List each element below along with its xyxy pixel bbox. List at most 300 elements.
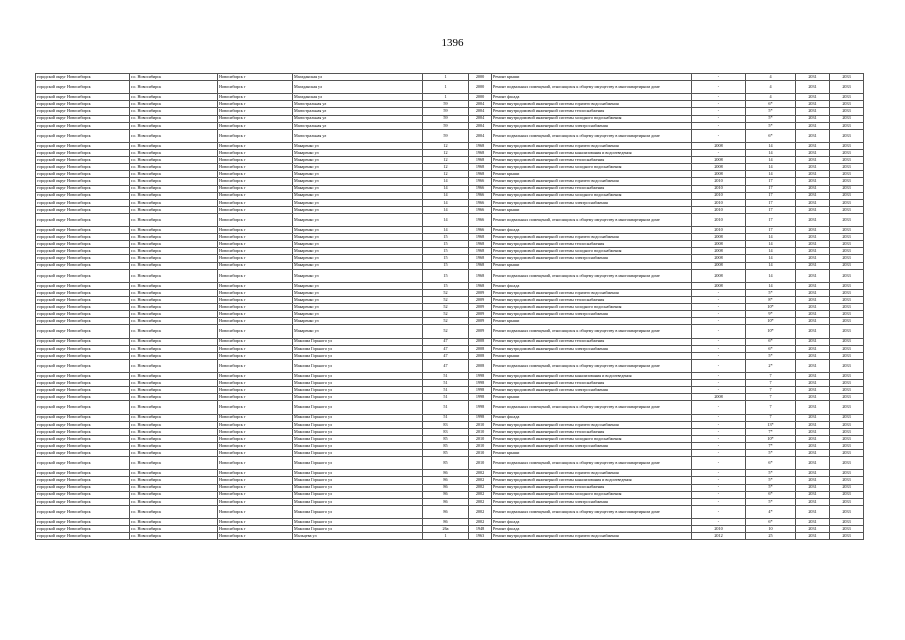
cell-build-year: 1966 [469,178,492,185]
cell-last-repair-year: - [692,115,746,122]
cell-build-year: 1998 [469,387,492,394]
cell-build-year: 1968 [469,157,492,164]
cell-period: 10* [746,435,796,442]
cell-last-repair-year: - [692,442,746,449]
cell-street: Макаренко ул [293,213,423,226]
cell-municipality: городской округ Новосибирск [36,505,130,518]
cell-municipality: городской округ Новосибирск [36,442,130,449]
cell-last-repair-year: 2010 [692,206,746,213]
cell-last-repair-year: 2008 [692,157,746,164]
cell-last-repair-year: 2008 [692,164,746,171]
cell-municipality: городской округ Новосибирск [36,192,130,199]
cell-house-number: 59 [423,129,469,142]
table-row [36,519,864,526]
cell-end-year: 2033 [830,213,864,226]
cell-city: Новосибирск г [218,401,293,414]
table-row [36,178,864,185]
cell-work-type: Ремонт фасада [492,227,692,234]
cell-municipality: городской округ Новосибирск [36,394,130,401]
cell-house-number: 14 [423,199,469,206]
cell-build-year: 1968 [469,248,492,255]
cell-period: 17 [746,227,796,234]
cell-city: Новосибирск г [218,142,293,149]
cell-build-year: 2002 [469,519,492,526]
cell-district: г.о. Новосибирск [130,81,218,94]
cell-period: 6* [746,519,796,526]
cell-end-year: 2033 [830,255,864,262]
cell-build-year: 2009 [469,318,492,325]
table-row [36,255,864,262]
cell-district: г.о. Новосибирск [130,435,218,442]
cell-street: Макаренко ул [293,255,423,262]
cell-period: 14 [746,164,796,171]
cell-end-year: 2033 [830,150,864,157]
cell-district: г.о. Новосибирск [130,498,218,505]
cell-last-repair-year: - [692,94,746,101]
cell-build-year: 2008 [469,345,492,352]
cell-municipality: городской округ Новосибирск [36,115,130,122]
cell-municipality: городской округ Новосибирск [36,122,130,129]
cell-municipality: городской округ Новосибирск [36,269,130,282]
cell-house-number: 86 [423,484,469,491]
cell-district: г.о. Новосибирск [130,359,218,372]
cell-municipality: городской округ Новосибирск [36,206,130,213]
cell-end-year: 2033 [830,526,864,533]
cell-start-year: 2031 [796,477,830,484]
cell-start-year: 2031 [796,394,830,401]
cell-work-type: Ремонт внутридомовой инженерной системы холодного водоснабжения [492,192,692,199]
cell-work-type: Ремонт фасада [492,282,692,289]
cell-build-year: 2004 [469,101,492,108]
cell-end-year: 2033 [830,74,864,81]
cell-district: г.о. Новосибирск [130,373,218,380]
table-row [36,108,864,115]
cell-work-type: Ремонт подвальных помещений, относящихся к общему имуществу в многоквартирном доме [492,269,692,282]
cell-city: Новосибирск г [218,101,293,108]
cell-start-year: 2031 [796,533,830,540]
cell-city: Новосибирск г [218,373,293,380]
cell-start-year: 2031 [796,498,830,505]
cell-build-year: 1968 [469,255,492,262]
cell-district: г.о. Новосибирск [130,94,218,101]
cell-end-year: 2033 [830,108,864,115]
cell-street: Макаренко ул [293,150,423,157]
cell-last-repair-year: - [692,359,746,372]
cell-period: 17 [746,192,796,199]
cell-last-repair-year: - [692,81,746,94]
cell-house-number: 14 [423,206,469,213]
cell-house-number: 52 [423,318,469,325]
cell-district: г.о. Новосибирск [130,311,218,318]
cell-street: Максима Горького ул [293,428,423,435]
cell-district: г.о. Новосибирск [130,318,218,325]
cell-end-year: 2033 [830,94,864,101]
cell-last-repair-year: - [692,311,746,318]
cell-work-type: Ремонт подвальных помещений, относящихся к общему имуществу в многоквартирном доме [492,325,692,338]
cell-street: Максима Горького ул [293,470,423,477]
cell-period: 9* [746,311,796,318]
table-row [36,394,864,401]
cell-work-type: Ремонт внутридомовой инженерной системы канализования и водоотведения [492,477,692,484]
cell-work-type: Ремонт внутридомовой инженерной системы горячего водоснабжения [492,234,692,241]
cell-build-year: 2002 [469,491,492,498]
cell-municipality: городской округ Новосибирск [36,199,130,206]
cell-street: Макаренко ул [293,171,423,178]
table-row [36,81,864,94]
cell-district: г.о. Новосибирск [130,421,218,428]
cell-district: г.о. Новосибирск [130,101,218,108]
cell-end-year: 2033 [830,262,864,269]
cell-work-type: Ремонт внутридомовой инженерной системы холодного водоснабжения [492,248,692,255]
table-row [36,74,864,81]
cell-city: Новосибирск г [218,311,293,318]
cell-city: Новосибирск г [218,526,293,533]
cell-period: 7 [746,387,796,394]
table-body [36,74,864,540]
cell-build-year: 2004 [469,108,492,115]
cell-house-number: 14 [423,185,469,192]
cell-end-year: 2033 [830,373,864,380]
cell-district: г.о. Новосибирск [130,470,218,477]
cell-house-number: 86 [423,519,469,526]
cell-house-number: 52 [423,304,469,311]
cell-city: Новосибирск г [218,269,293,282]
cell-street: Макаренко ул [293,157,423,164]
cell-work-type: Ремонт внутридомовой инженерной системы теплоснабжения [492,157,692,164]
cell-build-year: 2009 [469,325,492,338]
cell-build-year: 2004 [469,115,492,122]
cell-house-number: 83 [423,428,469,435]
cell-street: Макаренко ул [293,282,423,289]
cell-end-year: 2033 [830,380,864,387]
table-row [36,311,864,318]
cell-house-number: 51 [423,380,469,387]
cell-start-year: 2031 [796,241,830,248]
cell-street: Максима Горького ул [293,345,423,352]
cell-municipality: городской округ Новосибирск [36,533,130,540]
cell-city: Новосибирск г [218,227,293,234]
cell-build-year: 1966 [469,199,492,206]
cell-district: г.о. Новосибирск [130,74,218,81]
cell-build-year: 2000 [469,94,492,101]
cell-build-year: 1968 [469,234,492,241]
cell-house-number: 51 [423,401,469,414]
cell-end-year: 2033 [830,101,864,108]
cell-house-number: 85 [423,442,469,449]
cell-start-year: 2031 [796,428,830,435]
cell-district: г.о. Новосибирск [130,414,218,421]
cell-street: Максима Горького ул [293,477,423,484]
cell-work-type: Ремонт внутридомовой инженерной системы горячего водоснабжения [492,142,692,149]
cell-end-year: 2033 [830,115,864,122]
cell-house-number: 1 [423,74,469,81]
cell-house-number: 59 [423,115,469,122]
table-row [36,498,864,505]
cell-city: Новосибирск г [218,115,293,122]
table-row [36,435,864,442]
cell-build-year: 2002 [469,484,492,491]
cell-municipality: городской округ Новосибирск [36,129,130,142]
table-row [36,122,864,129]
cell-district: г.о. Новосибирск [130,227,218,234]
cell-municipality: городской округ Новосибирск [36,484,130,491]
cell-period: 7 [746,373,796,380]
cell-start-year: 2031 [796,185,830,192]
cell-city: Новосибирск г [218,289,293,296]
table-row [36,199,864,206]
cell-last-repair-year: 2010 [692,526,746,533]
cell-period: 5* [746,484,796,491]
cell-start-year: 2031 [796,401,830,414]
cell-end-year: 2033 [830,192,864,199]
cell-city: Новосибирск г [218,255,293,262]
cell-municipality: городской округ Новосибирск [36,171,130,178]
cell-end-year: 2033 [830,498,864,505]
table-row [36,206,864,213]
table-row [36,241,864,248]
cell-period: 7 [746,401,796,414]
cell-work-type: Ремонт подвальных помещений, относящихся к общему имуществу в многоквартирном доме [492,401,692,414]
cell-district: г.о. Новосибирск [130,484,218,491]
cell-build-year: 1998 [469,401,492,414]
cell-last-repair-year: - [692,387,746,394]
cell-last-repair-year: - [692,108,746,115]
cell-house-number: 1 [423,81,469,94]
cell-period: 5* [746,108,796,115]
cell-end-year: 2033 [830,421,864,428]
cell-municipality: городской округ Новосибирск [36,185,130,192]
cell-city: Новосибирск г [218,248,293,255]
cell-district: г.о. Новосибирск [130,289,218,296]
cell-last-repair-year: 2008 [692,248,746,255]
cell-work-type: Ремонт внутридомовой инженерной системы теплоснабжения [492,428,692,435]
cell-house-number: 15 [423,241,469,248]
cell-work-type: Ремонт крыши [492,394,692,401]
cell-last-repair-year: - [692,435,746,442]
cell-period: 7 [746,380,796,387]
cell-district: г.о. Новосибирск [130,164,218,171]
cell-city: Новосибирск г [218,519,293,526]
cell-build-year: 2009 [469,297,492,304]
cell-city: Новосибирск г [218,477,293,484]
cell-street: Макаренко ул [293,185,423,192]
cell-street: Макаренко ул [293,269,423,282]
cell-start-year: 2031 [796,206,830,213]
cell-period: 5* [746,477,796,484]
cell-street: Макаренко ул [293,241,423,248]
cell-work-type: Ремонт внутридомовой инженерной системы теплоснабжения [492,484,692,491]
cell-house-number: 85 [423,435,469,442]
cell-end-year: 2033 [830,269,864,282]
cell-last-repair-year: - [692,498,746,505]
cell-city: Новосибирск г [218,262,293,269]
cell-house-number: 85 [423,457,469,470]
cell-municipality: городской округ Новосибирск [36,435,130,442]
table-row [36,526,864,533]
cell-street: Макаренко ул [293,311,423,318]
cell-street: Максима Горького ул [293,387,423,394]
cell-work-type: Ремонт фасада [492,519,692,526]
cell-last-repair-year: - [692,450,746,457]
cell-build-year: 1968 [469,171,492,178]
cell-period: 10* [746,318,796,325]
cell-work-type: Ремонт крыши [492,352,692,359]
cell-end-year: 2033 [830,318,864,325]
cell-street: Макаренко ул [293,234,423,241]
cell-last-repair-year: 2008 [692,234,746,241]
cell-start-year: 2031 [796,234,830,241]
cell-street: Мальцева ул [293,533,423,540]
cell-work-type: Ремонт внутридомовой инженерной системы холодного водоснабжения [492,115,692,122]
cell-period: 17 [746,206,796,213]
cell-work-type: Ремонт внутридомовой инженерной системы электроснабжения [492,311,692,318]
cell-start-year: 2031 [796,199,830,206]
cell-district: г.о. Новосибирск [130,442,218,449]
cell-municipality: городской округ Новосибирск [36,241,130,248]
cell-city: Новосибирск г [218,533,293,540]
cell-build-year: 1966 [469,227,492,234]
cell-end-year: 2033 [830,519,864,526]
cell-build-year: 1968 [469,241,492,248]
cell-house-number: 1 [423,533,469,540]
cell-start-year: 2031 [796,282,830,289]
cell-house-number: 51 [423,414,469,421]
cell-period: 5* [746,289,796,296]
cell-start-year: 2031 [796,526,830,533]
cell-municipality: городской округ Новосибирск [36,282,130,289]
cell-last-repair-year: - [692,373,746,380]
cell-start-year: 2031 [796,101,830,108]
cell-district: г.о. Новосибирск [130,345,218,352]
cell-end-year: 2033 [830,311,864,318]
cell-district: г.о. Новосибирск [130,505,218,518]
cell-house-number: 86 [423,505,469,518]
cell-district: г.о. Новосибирск [130,192,218,199]
cell-house-number: 52 [423,311,469,318]
table-row [36,282,864,289]
cell-work-type: Ремонт внутридомовой инженерной системы теплоснабжения [492,338,692,345]
cell-work-type: Ремонт внутридомовой инженерной системы электроснабжения [492,122,692,129]
cell-build-year: 1998 [469,394,492,401]
cell-last-repair-year: 2008 [692,241,746,248]
cell-work-type: Ремонт подвальных помещений, относящихся к общему имуществу в многоквартирном доме [492,213,692,226]
table-row [36,115,864,122]
cell-work-type: Ремонт внутридомовой инженерной системы электроснабжения [492,345,692,352]
cell-work-type: Ремонт внутридомовой инженерной системы горячего водоснабжения [492,178,692,185]
cell-build-year: 1966 [469,192,492,199]
table-row [36,213,864,226]
cell-work-type: Ремонт внутридомовой инженерной системы электроснабжения [492,442,692,449]
cell-house-number: 52 [423,297,469,304]
cell-municipality: городской округ Новосибирск [36,94,130,101]
cell-house-number: 47 [423,338,469,345]
cell-municipality: городской округ Новосибирск [36,421,130,428]
cell-city: Новосибирск г [218,338,293,345]
cell-work-type: Ремонт внутридомовой инженерной системы теплоснабжения [492,185,692,192]
cell-work-type: Ремонт фасада [492,414,692,421]
cell-work-type: Ремонт внутридомовой инженерной системы холодного водоснабжения [492,435,692,442]
cell-district: г.о. Новосибирск [130,338,218,345]
cell-street: Максима Горького ул [293,359,423,372]
cell-street: Максима Горького ул [293,526,423,533]
cell-city: Новосибирск г [218,192,293,199]
cell-start-year: 2031 [796,289,830,296]
cell-street: Магистральная ул [293,129,423,142]
cell-start-year: 2031 [796,164,830,171]
cell-street: Максима Горького ул [293,457,423,470]
cell-district: г.о. Новосибирск [130,129,218,142]
cell-city: Новосибирск г [218,241,293,248]
cell-work-type: Ремонт внутридомовой инженерной системы горячего водоснабжения [492,421,692,428]
cell-city: Новосибирск г [218,129,293,142]
cell-municipality: городской округ Новосибирск [36,325,130,338]
cell-street: Магаданская ул [293,94,423,101]
table-row [36,325,864,338]
cell-end-year: 2033 [830,227,864,234]
cell-last-repair-year: - [692,122,746,129]
cell-last-repair-year: - [692,457,746,470]
cell-street: Макаренко ул [293,248,423,255]
cell-end-year: 2033 [830,206,864,213]
cell-district: г.о. Новосибирск [130,352,218,359]
table-row [36,304,864,311]
cell-period: 6* [746,457,796,470]
cell-house-number: 59 [423,101,469,108]
table-row [36,380,864,387]
cell-house-number: 15 [423,269,469,282]
cell-last-repair-year: - [692,491,746,498]
cell-municipality: городской округ Новосибирск [36,234,130,241]
cell-build-year: 1966 [469,213,492,226]
table-row [36,269,864,282]
cell-start-year: 2031 [796,150,830,157]
cell-municipality: городской округ Новосибирск [36,428,130,435]
cell-municipality: городской округ Новосибирск [36,450,130,457]
cell-house-number: 26а [423,526,469,533]
cell-municipality: городской округ Новосибирск [36,387,130,394]
table-row [36,359,864,372]
cell-city: Новосибирск г [218,387,293,394]
cell-period: 17 [746,199,796,206]
cell-period: 25 [746,533,796,540]
cell-end-year: 2033 [830,185,864,192]
cell-house-number: 85 [423,450,469,457]
cell-last-repair-year: 2012 [692,533,746,540]
cell-house-number: 47 [423,359,469,372]
cell-house-number: 12 [423,157,469,164]
cell-work-type: Ремонт подвальных помещений, относящихся к общему имуществу в многоквартирном доме [492,505,692,518]
cell-municipality: городской округ Новосибирск [36,297,130,304]
cell-city: Новосибирск г [218,185,293,192]
cell-house-number: 14 [423,178,469,185]
cell-build-year: 1968 [469,142,492,149]
cell-build-year: 2010 [469,421,492,428]
cell-house-number: 59 [423,122,469,129]
cell-municipality: городской округ Новосибирск [36,164,130,171]
table-row [36,297,864,304]
cell-street: Макаренко ул [293,325,423,338]
cell-work-type: Ремонт крыши [492,74,692,81]
table-row [36,192,864,199]
cell-start-year: 2031 [796,457,830,470]
cell-period: 4* [746,505,796,518]
cell-period: 5* [746,122,796,129]
cell-house-number: 12 [423,171,469,178]
cell-district: г.о. Новосибирск [130,450,218,457]
cell-period: 5* [746,115,796,122]
cell-period: 14 [746,241,796,248]
cell-period: 13* [746,421,796,428]
